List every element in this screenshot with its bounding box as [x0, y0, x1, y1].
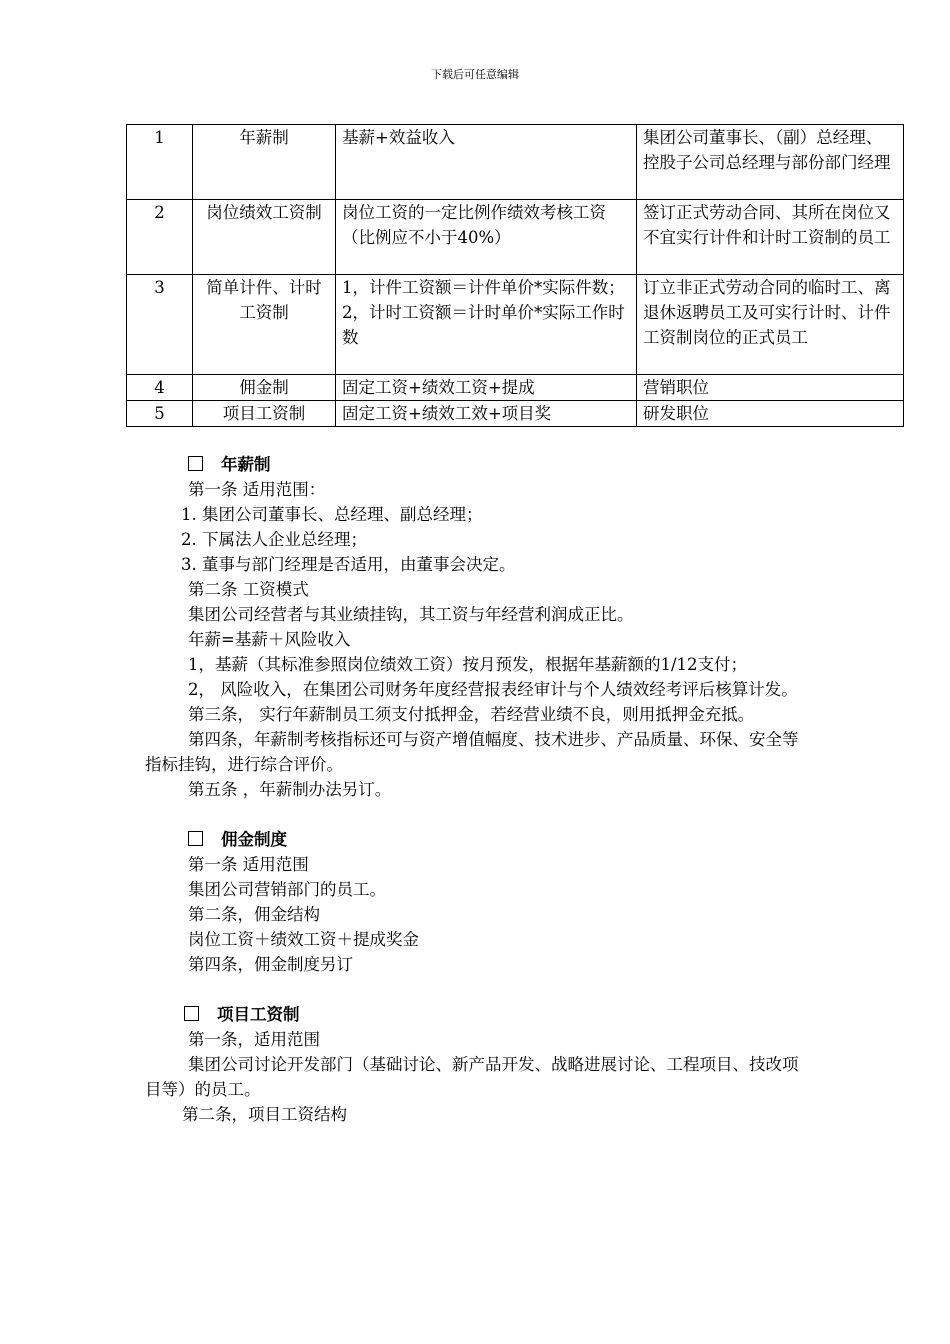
applicable-scope: 签订正式劳动合同、其所在岗位又不宜实行计件和计时工资制的员工 — [637, 200, 904, 275]
applicable-scope: 集团公司董事长、（副）总经理、控股子公司总经理与部份部门经理 — [637, 125, 904, 200]
paragraph: 集团公司经营者与其业绩挂钩，其工资与年经营利润成正比。 — [188, 605, 634, 624]
wage-type: 项目工资制 — [193, 401, 336, 427]
section-title: 年薪制 — [221, 455, 271, 474]
article-5: 第五条 ，年薪制办法另订。 — [188, 780, 392, 799]
checkbox-square-icon — [188, 456, 203, 471]
table-row — [127, 375, 904, 401]
row-number: 5 — [127, 401, 193, 427]
checkbox-square-icon — [188, 831, 203, 846]
wage-type: 简单计件、计时工资制 — [193, 275, 336, 375]
wage-composition — [336, 275, 637, 375]
paragraph: 2， 风险收入，在集团公司财务年度经营报表经审计与个人绩效经考评后核算计发。 — [188, 680, 798, 699]
table-row — [127, 125, 904, 200]
row-number: 2 — [127, 200, 193, 275]
applicable-scope: 营销职位 — [637, 375, 904, 401]
document-body — [145, 452, 810, 1127]
article-2: 第二条，佣金结构 — [188, 905, 320, 924]
article-1: 第一条 适用范围： — [188, 480, 326, 499]
list-item: 1. 集团公司董事长、总经理、副总经理； — [181, 505, 483, 524]
table-row — [127, 200, 904, 275]
row-number: 4 — [127, 375, 193, 401]
wage-type: 佣金制 — [193, 375, 336, 401]
wage-composition: 固定工资+绩效工效+项目奖 — [336, 401, 637, 427]
paragraph: 集团公司讨论开发部门（基础讨论、新产品开发、战略进展讨论、工程项目、技改项目等）的员工。 — [145, 1055, 799, 1099]
article-3: 第三条， 实行年薪制员工须支付抵押金，若经营业绩不良，则用抵押金充抵。 — [188, 705, 755, 724]
wage-system-table — [126, 124, 904, 427]
applicable-scope: 研发职位 — [637, 401, 904, 427]
composition-line: 1，计件工资额＝计件单价*实际件数； — [342, 278, 625, 297]
applicable-scope: 订立非正式劳动合同的临时工、离退休返聘员工及可实行计时、计件工资制岗位的正式员工 — [637, 275, 904, 375]
paragraph: 集团公司营销部门的员工。 — [188, 880, 386, 899]
article-2: 第二条，项目工资结构 — [182, 1105, 347, 1124]
article-1: 第一条 适用范围 — [188, 855, 309, 874]
list-item: 2. 下属法人企业总经理； — [181, 530, 367, 549]
page-header: 下载后可任意编辑 — [431, 68, 519, 81]
list-item: 3. 董事与部门经理是否适用，由董事会决定。 — [181, 555, 516, 574]
wage-composition: 基薪+效益收入 — [336, 125, 637, 200]
wage-composition: 固定工资+绩效工资+提成 — [336, 375, 637, 401]
wage-type: 岗位绩效工资制 — [193, 200, 336, 275]
paragraph: 1，基薪（其标准参照岗位绩效工资）按月预发，根据年基薪额的1/12支付； — [188, 655, 748, 674]
wage-type: 年薪制 — [193, 125, 336, 200]
section-heading-project — [145, 1002, 810, 1027]
composition-line: 2，计时工资额＝计时单价*实际工作时数 — [342, 303, 625, 347]
article-2: 第二条 工资模式 — [188, 580, 309, 599]
checkbox-square-icon — [184, 1006, 199, 1021]
article-1: 第一条，适用范围 — [188, 1030, 320, 1049]
row-number: 3 — [127, 275, 193, 375]
paragraph: 岗位工资＋绩效工资＋提成奖金 — [188, 930, 419, 949]
article-4: 第四条，年薪制考核指标还可与资产增值幅度、技术进步、产品质量、环保、安全等指标挂钩，进行综合评价。 — [145, 730, 799, 774]
section-title: 佣金制度 — [221, 830, 287, 849]
wage-composition: 岗位工资的一定比例作绩效考核工资（比例应不小于40%） — [336, 200, 637, 275]
formula: 年薪=基薪＋风险收入 — [188, 630, 351, 649]
article-4: 第四条，佣金制度另订 — [188, 955, 353, 974]
section-heading-annual — [145, 452, 810, 477]
table-row — [127, 401, 904, 427]
table-row — [127, 275, 904, 375]
section-title: 项目工资制 — [217, 1005, 300, 1024]
section-heading-commission — [145, 827, 810, 852]
row-number: 1 — [127, 125, 193, 200]
